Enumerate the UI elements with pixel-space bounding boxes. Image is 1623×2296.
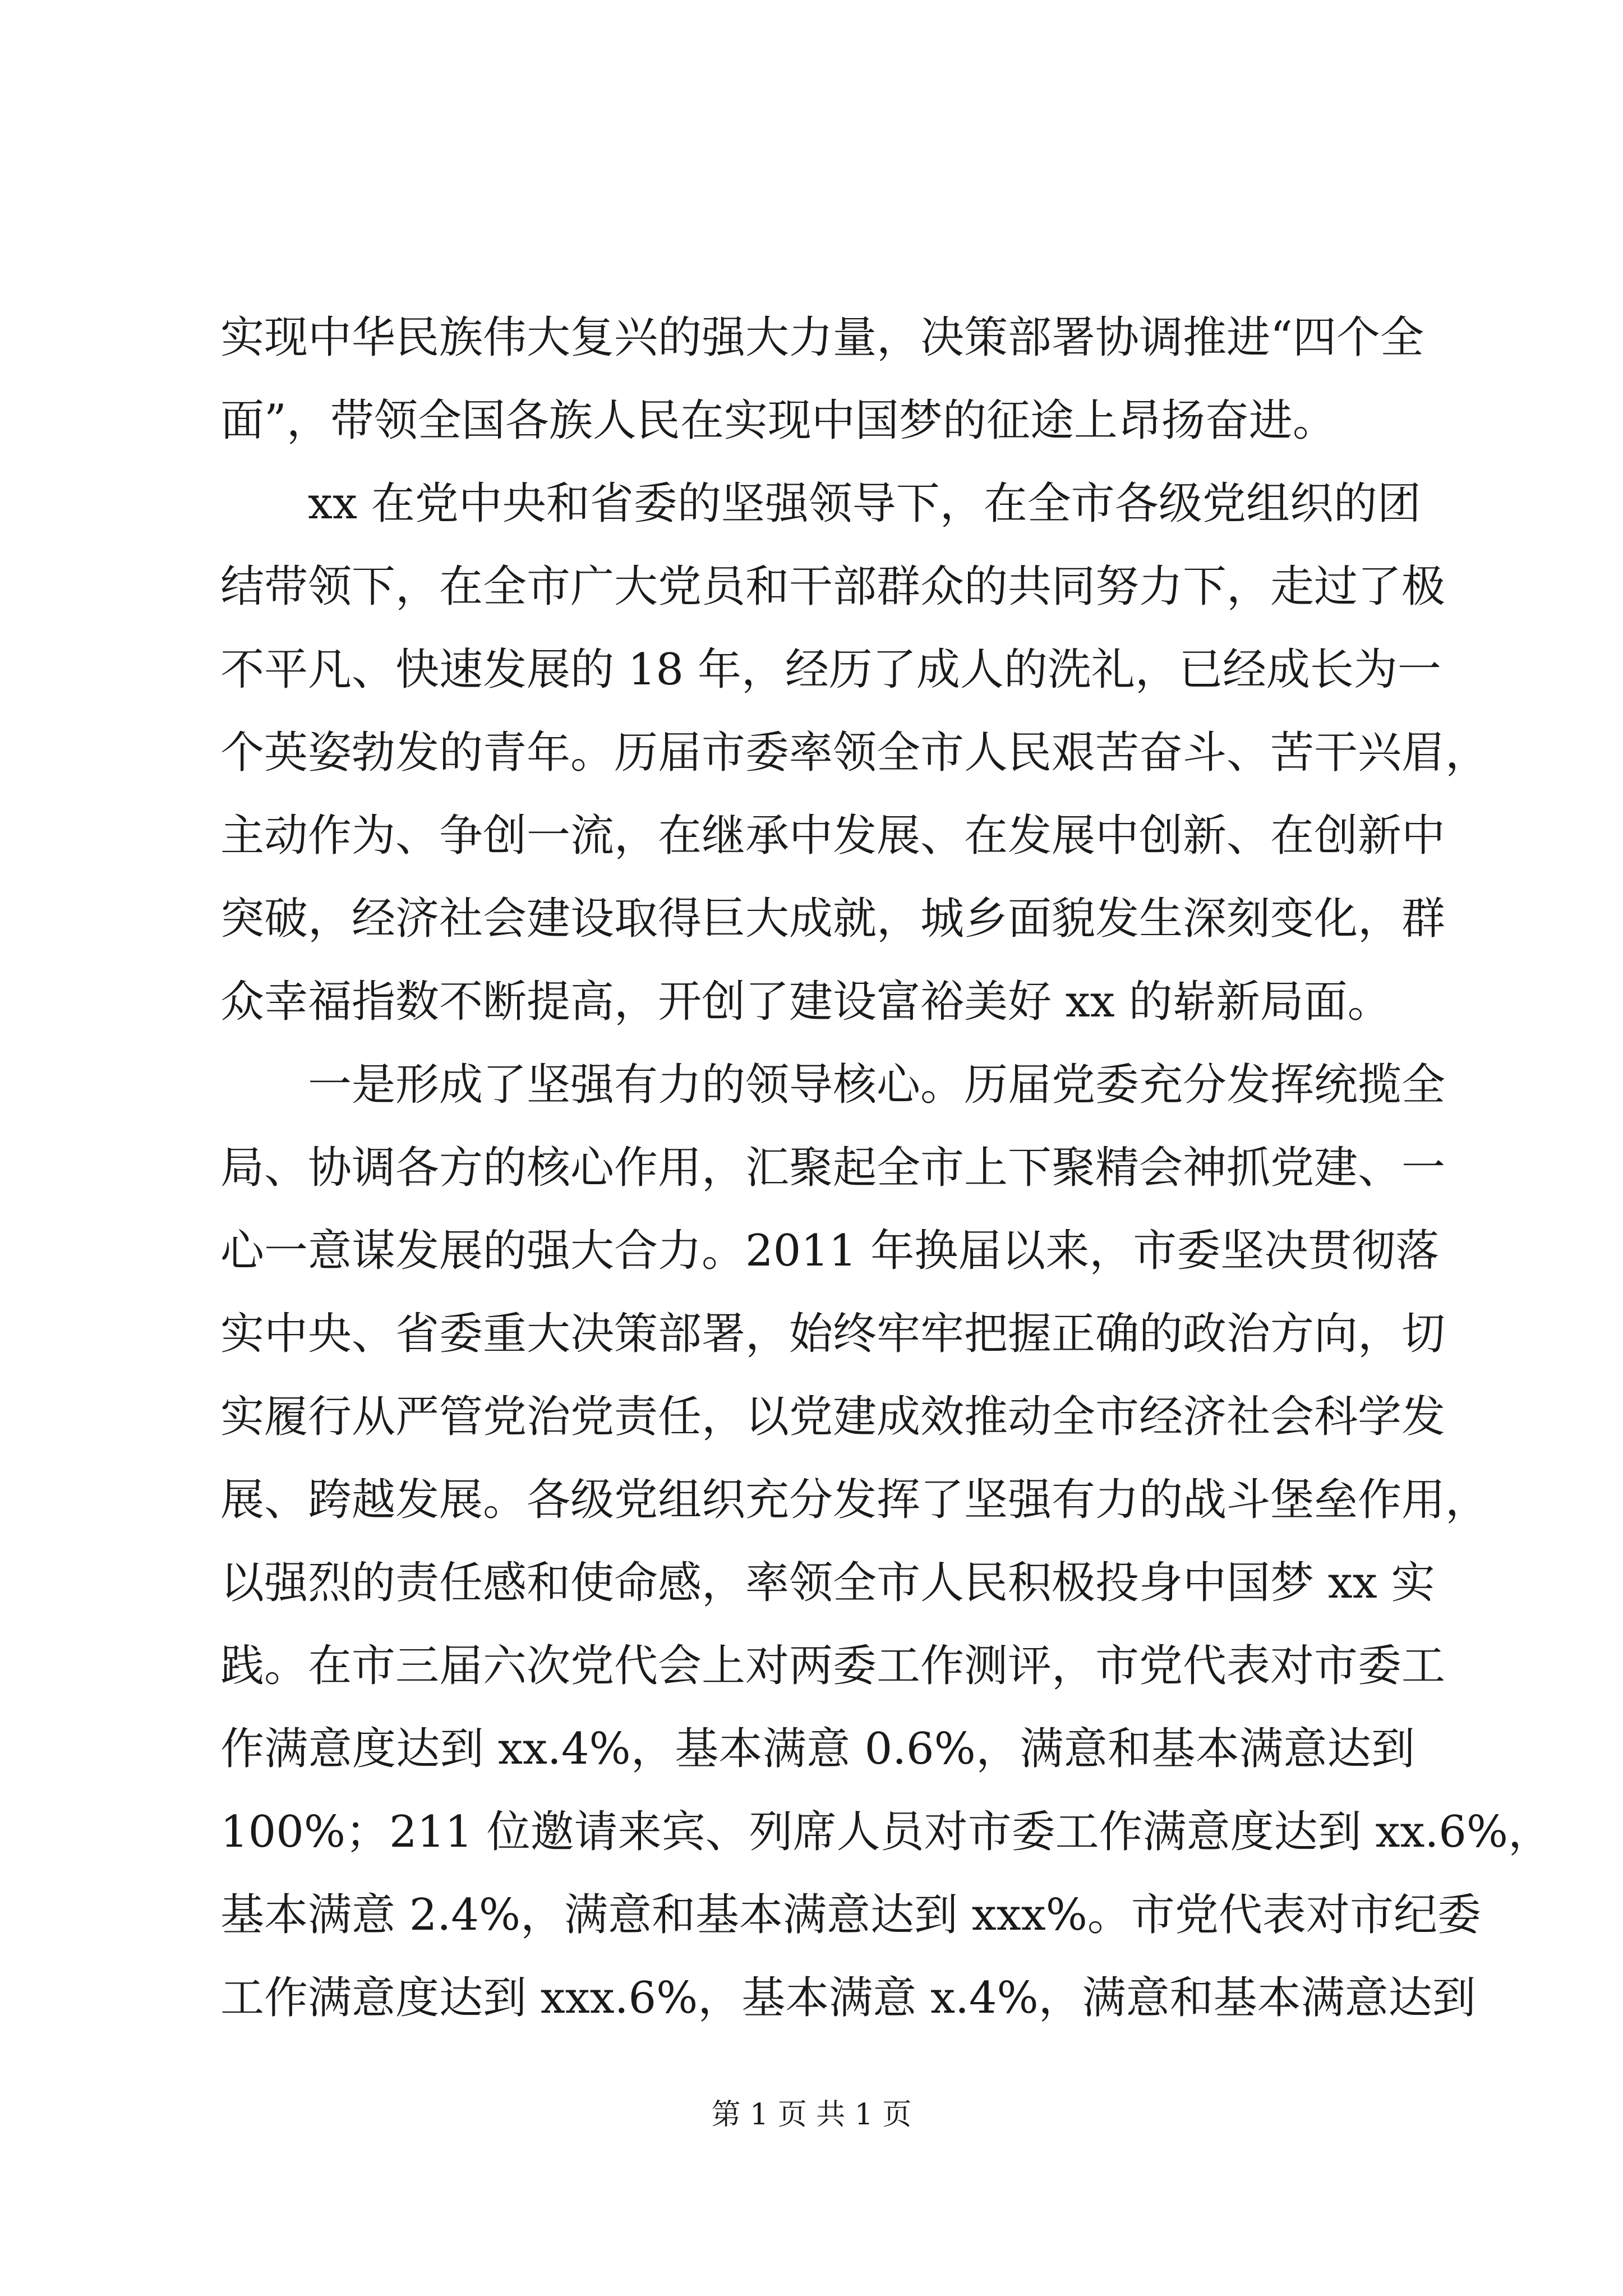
text-line: 实中央、省委重大决策部署，始终牢牢把握正确的政治方向，切 <box>220 1309 1446 1359</box>
text-line: 主动作为、争创一流，在继承中发展、在发展中创新、在创新中 <box>220 811 1446 861</box>
text-line: 实现中华民族伟大复兴的强大力量，决策部署协调推进“四个全 <box>220 312 1424 363</box>
text-line: 局、协调各方的核心作用，汇聚起全市上下聚精会神抓党建、一 <box>220 1143 1446 1193</box>
text-line: xx 在党中央和省委的坚强领导下，在全市各级党组织的团 <box>308 478 1421 529</box>
page-footer: 第 1 页 共 1 页 <box>711 2098 912 2132</box>
text-line: 100%；211 位邀请来宾、列席人员对市委工作满意度达到 xx.6%， <box>220 1807 1552 1857</box>
document-body <box>220 296 1552 2040</box>
text-line: 作满意度达到 xx.4%，基本满意 0.6%，满意和基本满意达到 <box>220 1724 1415 1774</box>
text-line: 工作满意度达到 xxx.6%，基本满意 x.4%，满意和基本满意达到 <box>220 1973 1476 2023</box>
text-line: 基本满意 2.4%，满意和基本满意达到 xxx%。市党代表对市纪委 <box>220 1890 1481 1940</box>
text-line: 展、跨越发展。各级党组织充分发挥了坚强有力的战斗堡垒作用， <box>220 1475 1490 1525</box>
text-line: 心一意谋发展的强大合力。2011 年换届以来，市委坚决贯彻落 <box>220 1226 1440 1276</box>
text-line: 以强烈的责任感和使命感，率领全市人民积极投身中国梦 xx 实 <box>220 1558 1435 1608</box>
paragraph <box>220 296 1424 462</box>
text-line: 突破，经济社会建设取得巨大成就，城乡面貌发生深刻变化，群 <box>220 894 1446 944</box>
text-line: 结带领下，在全市广大党员和干部群众的共同努力下，走过了极 <box>220 562 1446 612</box>
text-line: 个英姿勃发的青年。历届市委率领全市人民艰苦奋斗、苦干兴眉， <box>220 728 1490 778</box>
text-line: 实履行从严管党治党责任，以党建成效推动全市经济社会科学发 <box>220 1392 1446 1442</box>
paragraph <box>220 1043 1552 2040</box>
text-line: 一是形成了坚强有力的领导核心。历届党委充分发挥统揽全 <box>308 1060 1446 1110</box>
paragraph <box>220 462 1490 1043</box>
text-line: 面”，带领全国各族人民在实现中国梦的征途上昂扬奋进。 <box>220 395 1336 446</box>
text-line: 践。在市三届六次党代会上对两委工作测评，市党代表对市委工 <box>220 1641 1446 1691</box>
text-line: 众幸福指数不断提高，开创了建设富裕美好 xx 的崭新局面。 <box>220 977 1391 1027</box>
text-line: 不平凡、快速发展的 18 年，经历了成人的洗礼，已经成长为一 <box>220 645 1441 695</box>
